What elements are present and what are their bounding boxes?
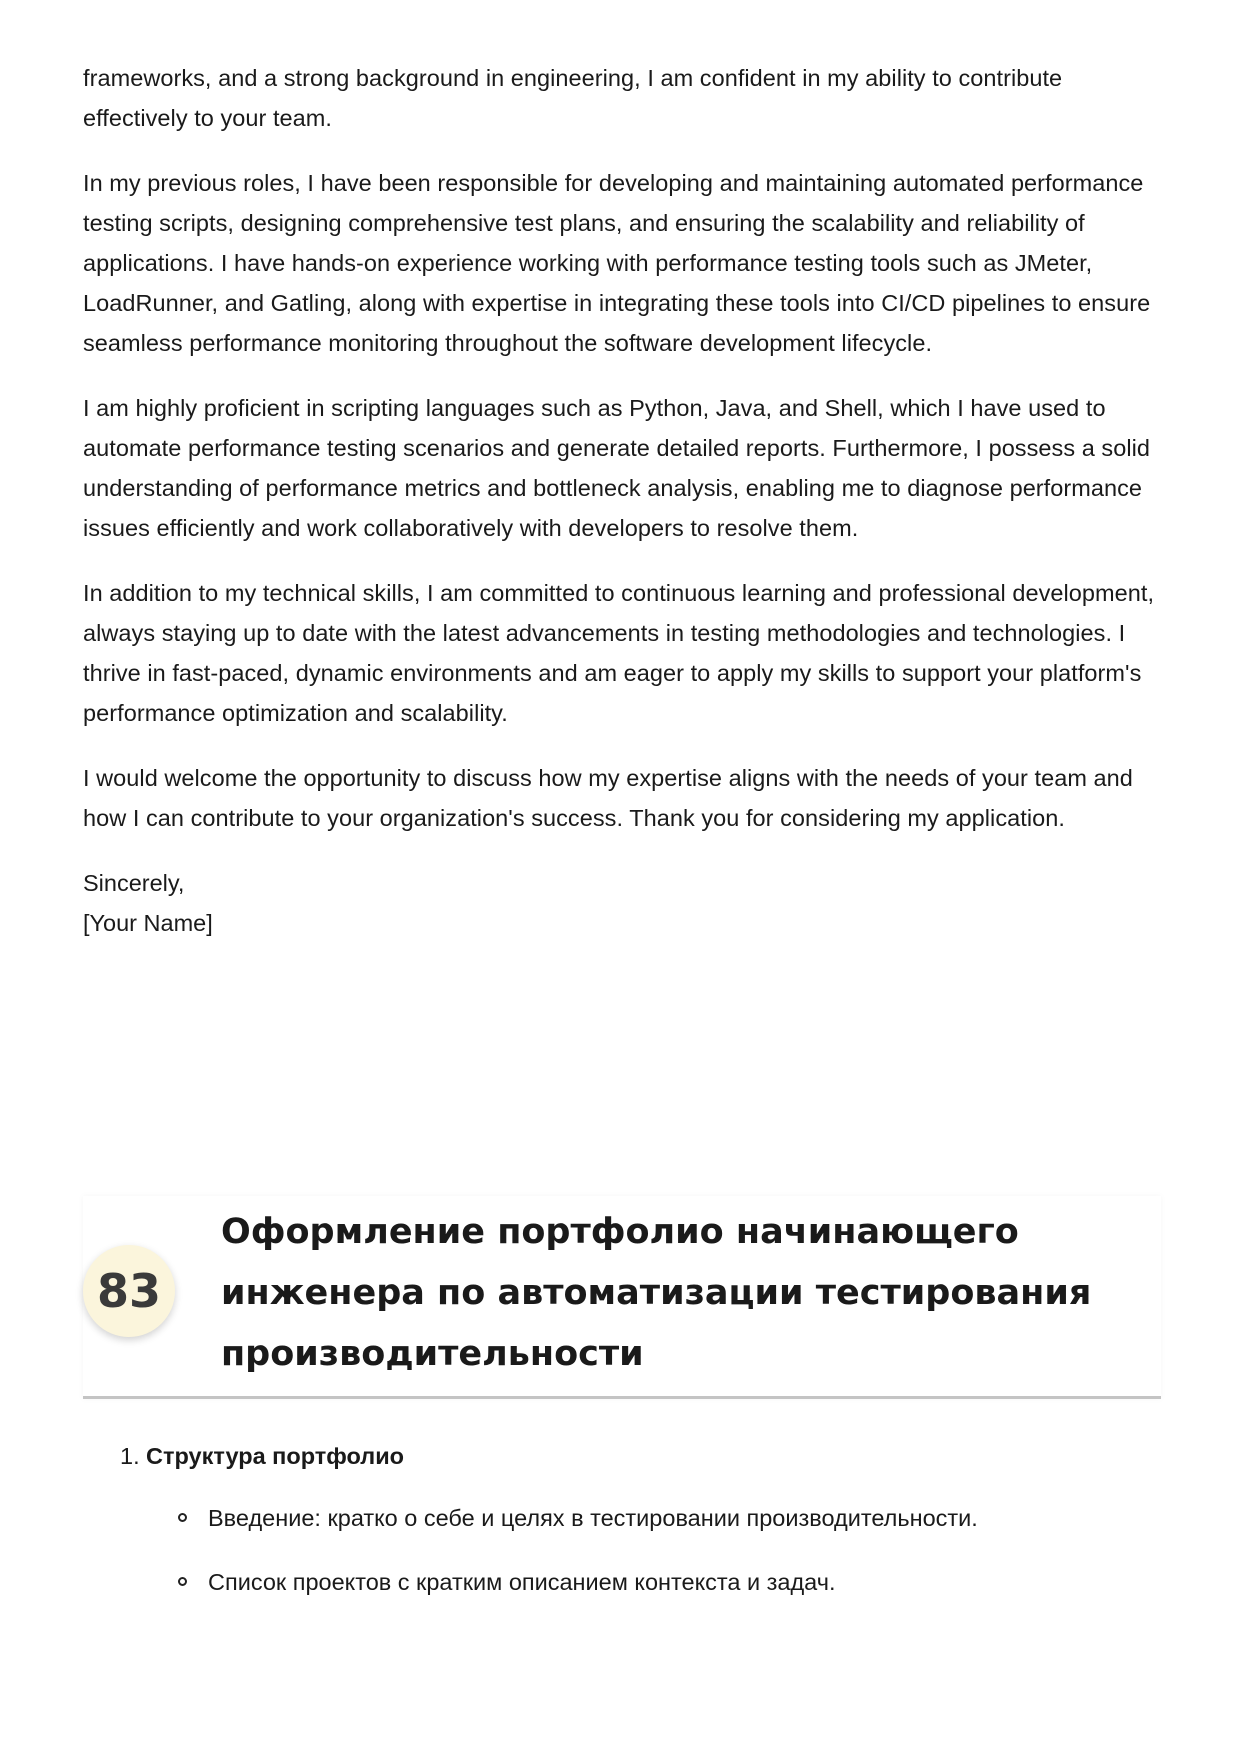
sub-list-item-text: Введение: кратко о себе и целях в тестировании производительности. <box>208 1505 978 1531</box>
sub-list-item-text: Список проектов с кратким описанием контекста и задач. <box>208 1569 836 1595</box>
letter-paragraph: I am highly proficient in scripting languages such as Python, Java, and Shell, which I have used to automate performance testing scenarios and generate detailed reports. Furthermore, I possess a solid understanding of performance metrics and bottleneck analysis, enabling me to diagnose performance issues efficiently and work collaboratively with developers to resolve them. <box>83 395 1150 541</box>
list-item-title: Структура портфолио <box>146 1443 405 1469</box>
letter-paragraph: In addition to my technical skills, I am committed to continuous learning and professional development, always staying up to date with the latest advancements in testing methodologies and technologies. I thrive in fast-paced, dynamic environments and am eager to apply my skills to support your platform's performance optimization and scalability. <box>83 580 1155 726</box>
chapter-title: Оформление портфолио начинающего инженера по автоматизации тестирования производительности <box>221 1212 1092 1374</box>
letter-closing: Sincerely, <box>83 870 185 896</box>
letter-signoff <box>83 863 1161 943</box>
sub-list-item <box>83 1498 1161 1538</box>
letter-paragraph: In my previous roles, I have been responsible for developing and maintaining automated performance testing scripts, designing comprehensive test plans, and ensuring the scalability and reliability of applications. I have hands-on experience working with performance testing tools such as JMeter, LoadRunner, and Gatling, along with expertise in integrating these tools into CI/CD pipelines to ensure seamless performance monitoring throughout the software development lifecycle. <box>83 170 1151 356</box>
hollow-bullet-icon <box>178 1513 187 1522</box>
letter-body <box>83 58 1161 943</box>
sub-list-item <box>83 1562 1161 1602</box>
chapter-number-badge: 83 <box>83 1245 175 1337</box>
portfolio-list <box>83 1436 1161 1626</box>
letter-signature: [Your Name] <box>83 910 213 936</box>
letter-paragraph: frameworks, and a strong background in engineering, I am confident in my ability to contribute effectively to your team. <box>83 65 1063 131</box>
list-item <box>83 1436 1161 1476</box>
list-item-number: 1. <box>120 1443 140 1469</box>
letter-paragraph: I would welcome the opportunity to discuss how my expertise aligns with the needs of your team and how I can contribute to your organization's success. Thank you for considering my application. <box>83 765 1133 831</box>
hollow-bullet-icon <box>178 1577 187 1586</box>
chapter-header <box>83 1196 1161 1399</box>
